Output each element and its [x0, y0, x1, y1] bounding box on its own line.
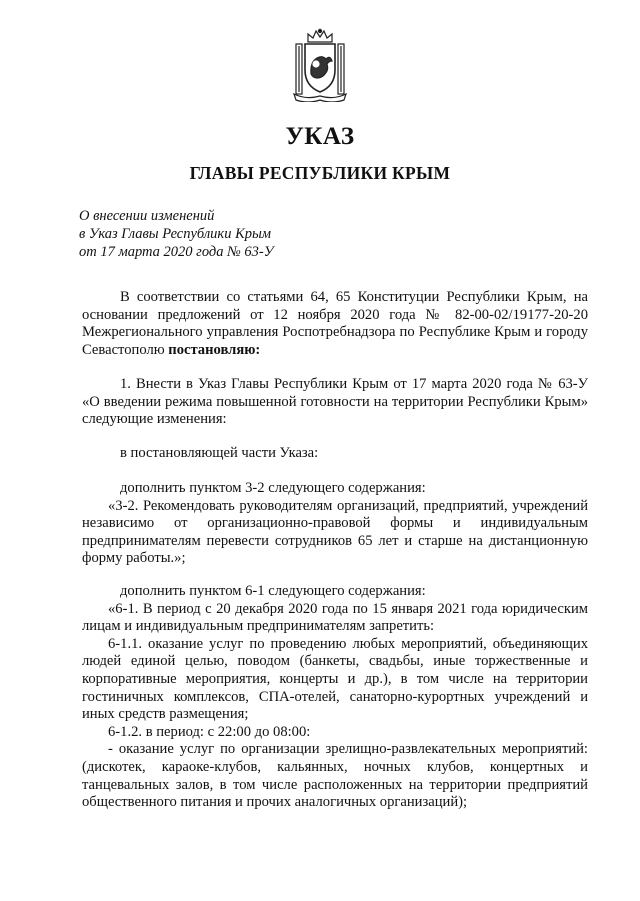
- document-title: УКАЗ: [285, 123, 355, 150]
- clause-3-2-paragraph: «3-2. Рекомендовать руководителям организаций, предприятий, учреждений независимо от организационно-правовой формы и индивидуальным предпринимателям перевести сотрудников 65 лет и старше на дистанционную форму работы.»;: [82, 497, 588, 567]
- operative-part-block: [82, 445, 588, 463]
- preamble-paragraph: [82, 289, 588, 359]
- add-3-2-paragraph: дополнить пунктом 3-2 следующего содержания:: [120, 480, 426, 496]
- caption-line: от 17 марта 2020 года № 63-У: [79, 244, 274, 260]
- preamble-resolve: постановляю:: [168, 341, 261, 358]
- preamble-block: [82, 289, 588, 359]
- operative-part-paragraph: в постановляющей части Указа:: [120, 445, 319, 461]
- crimea-coat-of-arms-icon: [292, 28, 348, 102]
- clause-3-2-block: [82, 480, 588, 568]
- clause-6-1-1-paragraph: 6-1.1. оказание услуг по проведению любых мероприятий, объединяющих людей единой целью, поводом (банкеты, свадьбы, иные торжественные и корпоративные мероприятия, концерты и др.), в том числе на территории гостиничных комплексов, СПА-отелей, санаторно-курортных учреждений и иных средств размещения;: [82, 635, 588, 723]
- clause-6-1-block: [82, 583, 588, 812]
- preamble-text: В соответствии со статьями 64, 65 Конституции Республики Крым, на основании предложений от 12 ноября 2020 года № 82-00-02/19177-20-20 Межрегионального управления Роспотребнадзора по Республике Крым и городу Севастополю: [82, 289, 588, 358]
- clause-6-1-paragraph: «6-1. В период с 20 декабря 2020 года по 15 января 2021 года юридическим лицам и индивидуальным предпринимателям запретить:: [82, 600, 588, 635]
- caption-line: О внесении изменений: [79, 208, 215, 224]
- item1-paragraph: 1. Внести в Указ Главы Республики Крым от 17 марта 2020 года № 63-У «О введении режима повышенной готовности на территории Республики Крым» следующие изменения:: [82, 376, 588, 428]
- document-caption: [79, 207, 274, 261]
- caption-line: в Указ Главы Республики Крым: [79, 226, 272, 242]
- item1-block: [82, 376, 588, 429]
- document-subtitle: ГЛАВЫ РЕСПУБЛИКИ КРЫМ: [189, 163, 451, 183]
- clause-6-1-2-item: - оказание услуг по организации зрелищно-развлекательных мероприятий: (дискотек, караоке-клубов, кальянных, ночных клубов, концертных и танцевальных залов, в том числе расположенных на территории предприятий общественного питания и прочих аналогичных организаций);: [82, 741, 588, 811]
- add-6-1-paragraph: дополнить пунктом 6-1 следующего содержания:: [120, 583, 426, 599]
- clause-6-1-2-paragraph: 6-1.2. в период: с 22:00 до 08:00:: [108, 723, 311, 740]
